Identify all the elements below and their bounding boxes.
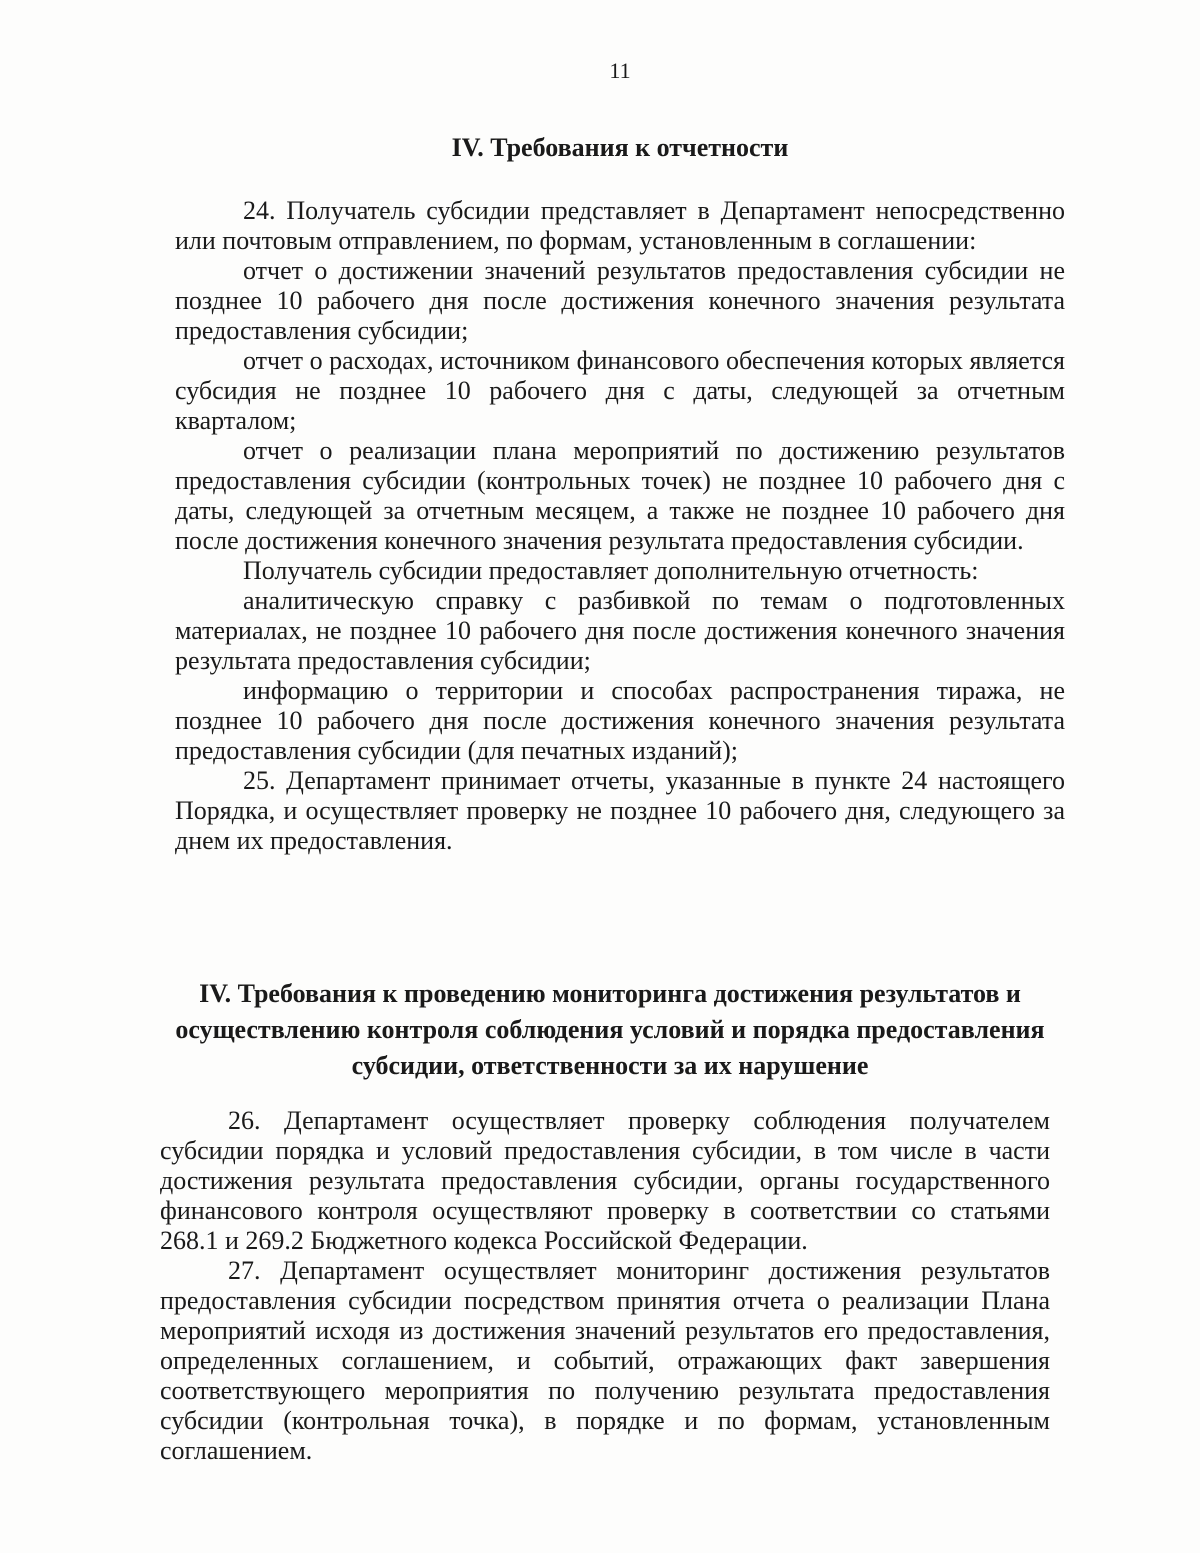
paragraph: 25. Департамент принимает отчеты, указанные в пункте 24 настоящего Порядка, и осуществляет проверку не позднее 10 рабочего дня, следующего за днем их предоставления. — [175, 766, 1065, 855]
paragraph: информацию о территории и способах распространения тиража, не позднее 10 рабочего дня после достижения конечного значения результата предоставления субсидии (для печатных изданий); — [175, 676, 1065, 765]
paragraph: 26. Департамент осуществляет проверку соблюдения получателем субсидии порядка и условий предоставления субсидии, в том числе в части достижения результата предоставления субсидии, органы государственного финансового контроля осуществляют проверку в соответствии со статьями 268.1 и 269.2 Бюджетного кодекса Российской Федерации. — [160, 1106, 1050, 1255]
paragraph: отчет о достижении значений результатов предоставления субсидии не позднее 10 рабочего дня после достижения конечного значения результата предоставления субсидии; — [175, 256, 1065, 345]
paragraph: аналитическую справку с разбивкой по темам о подготовленных материалах, не позднее 10 рабочего дня после достижения конечного значения результата предоставления субсидии; — [175, 586, 1065, 675]
paragraph: 24. Получатель субсидии представляет в Департамент непосредственно или почтовым отправлением, по формам, установленным в соглашении: — [175, 196, 1065, 255]
section-heading-monitoring: IV. Требования к проведению мониторинга достижения результатов и осуществлению контроля соблюдения условий и порядка предоставления субсидии, ответственности за их нарушение — [175, 979, 1045, 1080]
section-heading-reporting: IV. Требования к отчетности — [451, 133, 789, 162]
section-body-reporting — [175, 196, 1065, 856]
paragraph: отчет о расходах, источником финансового обеспечения которых является субсидия не позднее 10 рабочего дня с даты, следующей за отчетным кварталом; — [175, 346, 1065, 435]
paragraph: Получатель субсидии предоставляет дополнительную отчетность: — [243, 556, 979, 585]
paragraph: отчет о реализации плана мероприятий по достижению результатов предоставления субсидии (контрольных точек) не позднее 10 рабочего дня с даты, следующей за отчетным месяцем, а также не позднее 10 рабочего дня после достижения конечного значения результата предоставления субсидии. — [175, 436, 1065, 555]
paragraph: 27. Департамент осуществляет мониторинг достижения результатов предоставления субсидии посредством принятия отчета о реализации Плана мероприятий исходя из достижения значений результатов его предоставления, определенных соглашением, и событий, отражающих факт завершения соответствующего мероприятия по получению результата предоставления субсидии (контрольная точка), в порядке и по формам, установленным соглашением. — [160, 1256, 1050, 1465]
section-body-monitoring — [160, 1106, 1050, 1466]
page-number: 11 — [609, 58, 631, 83]
